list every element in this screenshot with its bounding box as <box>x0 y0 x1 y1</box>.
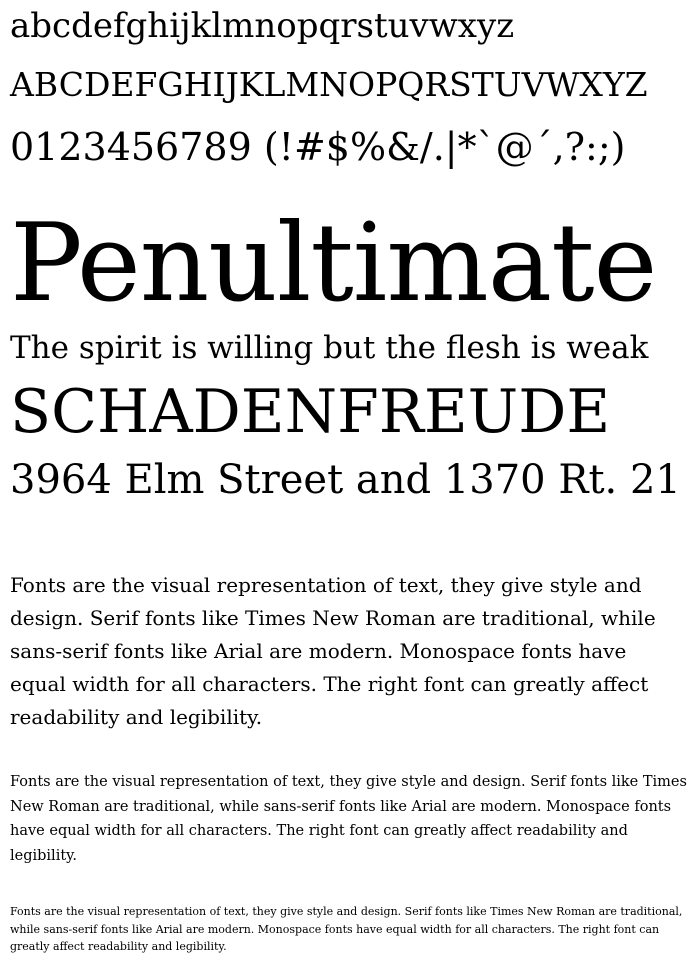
sample-sentence: The spirit is willing but the flesh is weak <box>10 330 649 366</box>
display-word: Penultimate <box>10 201 657 326</box>
paragraph-small: Fonts are the visual representation of text, they give style and design. Serif fonts like Times New Roman are traditional, while sans-serif fonts like Arial are modern. Monospace fonts have equal width for all characters. The right font can greatly affect readability and legibility. <box>10 905 683 953</box>
lowercase-alphabet: abcdefghijklmnopqrstuvwxyz <box>10 6 515 46</box>
caps-word: SCHADENFREUDE <box>10 377 611 447</box>
paragraph-medium: Fonts are the visual representation of text, they give style and design. Serif fonts like Times New Roman are traditional, while sans-serif fonts like Arial are modern. Monospace fonts have equal width for all characters. The right font can greatly affect readability and legibility. <box>10 774 687 864</box>
address-line: 3964 Elm Street and 1370 Rt. 21 <box>10 457 681 503</box>
paragraph-large: Fonts are the visual representation of text, they give style and design. Serif fonts like Times New Roman are traditional, while sans-serif fonts like Arial are modern. Monospace fonts have equal width for all characters. The right font can greatly affect readability and legibility. <box>10 573 656 729</box>
uppercase-alphabet: ABCDEFGHIJKLMNOPQRSTUVWXYZ <box>10 65 648 104</box>
digits-and-symbols: 0123456789 (!#$%&/.|*`@´,?:;) <box>10 125 626 169</box>
